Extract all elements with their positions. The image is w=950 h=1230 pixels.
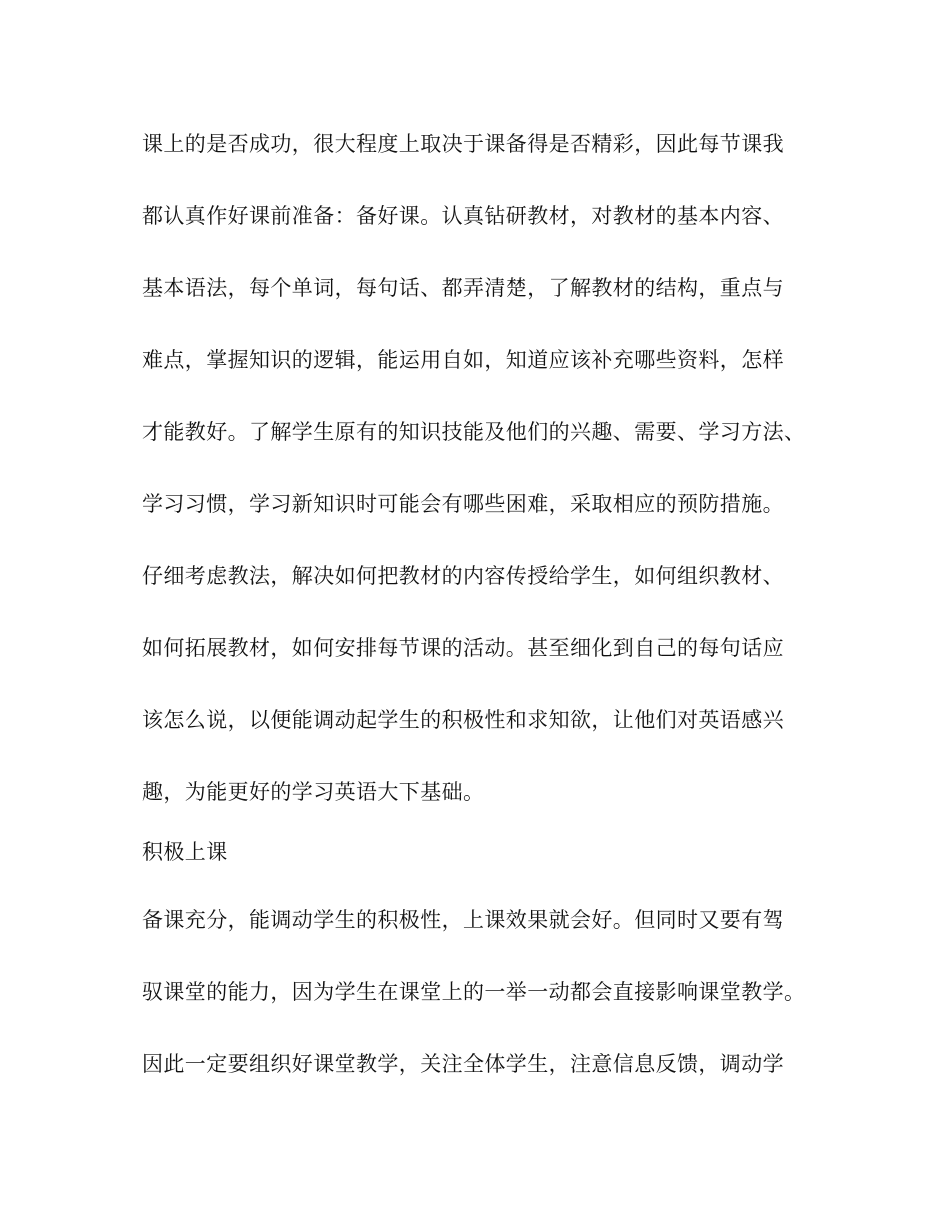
paragraph-line: 课上的是否成功，很大程度上取决于课备得是否精彩，因此每节课我 — [142, 132, 784, 156]
paragraph-line: 备课充分，能调动学生的积极性，上课效果就会好。但同时又要有驾 — [142, 908, 784, 932]
paragraph-line: 趣，为能更好的学习英语大下基础。 — [142, 780, 485, 804]
paragraph-line: 学习习惯，学习新知识时可能会有哪些困难，采取相应的预防措施。 — [142, 492, 784, 516]
paragraph-line: 基本语法，每个单词，每句话、都弄清楚，了解教材的结构，重点与 — [142, 276, 784, 300]
paragraph-line: 驭课堂的能力，因为学生在课堂上的一举一动都会直接影响课堂教学。 — [142, 980, 806, 1004]
section-heading: 积极上课 — [142, 840, 228, 864]
paragraph-line: 如何拓展教材，如何安排每节课的活动。甚至细化到自己的每句话应 — [142, 636, 784, 660]
paragraph-line: 难点，掌握知识的逻辑，能运用自如，知道应该补充哪些资料，怎样 — [142, 348, 784, 372]
paragraph-line: 都认真作好课前准备：备好课。认真钻研教材，对教材的基本内容、 — [142, 204, 784, 228]
paragraph-line: 才能教好。了解学生原有的知识技能及他们的兴趣、需要、学习方法、 — [142, 420, 806, 444]
paragraph-line: 该怎么说，以便能调动起学生的积极性和求知欲，让他们对英语感兴 — [142, 708, 784, 732]
paragraph-line: 仔细考虑教法，解决如何把教材的内容传授给学生，如何组织教材、 — [142, 564, 784, 588]
paragraph-line: 因此一定要组织好课堂教学，关注全体学生，注意信息反馈，调动学 — [142, 1052, 784, 1076]
